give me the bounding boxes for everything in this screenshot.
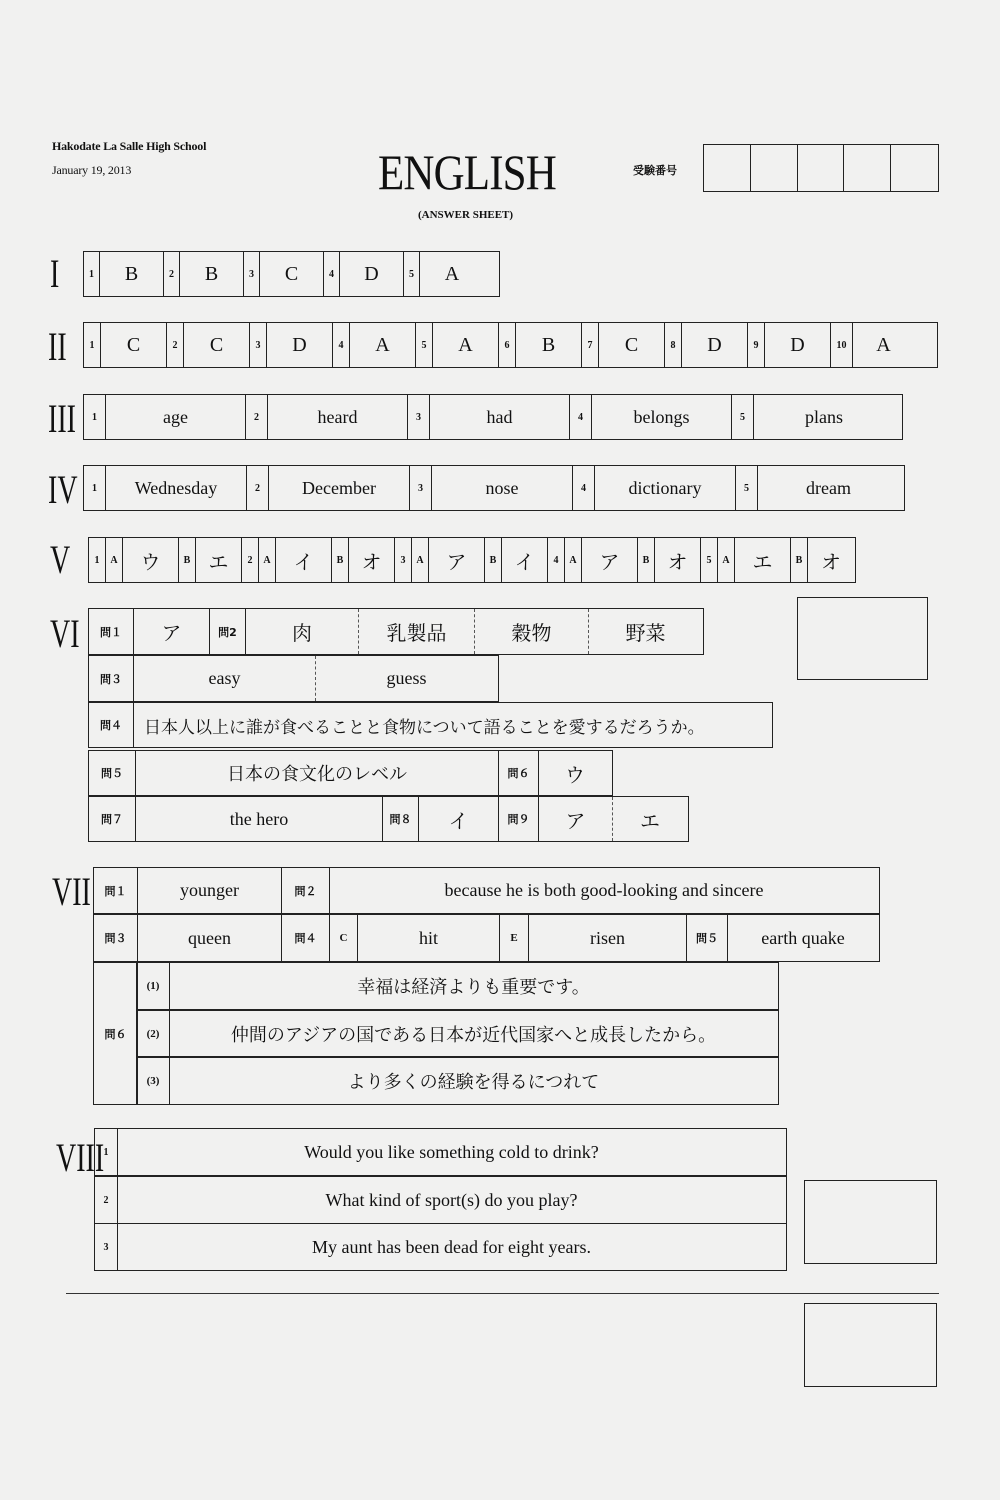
- s6-q3-label: 問３: [89, 656, 134, 701]
- s7-q2-answer[interactable]: because he is both good-looking and sincere: [444, 880, 764, 900]
- s6-q1-answer[interactable]: ア: [134, 609, 210, 654]
- page-subtitle: (ANSWER SHEET): [418, 209, 514, 221]
- s6-q9-answer-1[interactable]: ア: [539, 797, 613, 841]
- answer-cell[interactable]: December: [269, 466, 410, 510]
- answer-cell-b[interactable]: オ: [349, 538, 395, 582]
- question-number: 4: [573, 466, 595, 510]
- question-number: 3: [95, 1224, 118, 1270]
- answer-cell-b[interactable]: エ: [196, 538, 242, 582]
- question-number: 4: [324, 252, 340, 296]
- question-number: 1: [89, 538, 106, 582]
- question-number: 2: [167, 323, 184, 367]
- s6-row-1: [88, 608, 704, 655]
- question-number: 2: [246, 395, 268, 439]
- exam-number-boxes[interactable]: [703, 144, 939, 192]
- s8-row: [94, 1223, 787, 1271]
- answer-cell[interactable]: B: [180, 252, 244, 296]
- section-4-numeral: IV: [48, 467, 78, 512]
- s6-q7-label: 問７: [89, 797, 136, 841]
- answer-cell[interactable]: dictionary: [595, 466, 736, 510]
- question-number: 3: [410, 466, 432, 510]
- exam-digit-box[interactable]: [751, 145, 798, 191]
- s6-q4-label: 問４: [89, 703, 134, 747]
- question-number: 3: [408, 395, 430, 439]
- s7-q6-sub-label: (3): [137, 1058, 170, 1104]
- answer-cell-a[interactable]: ア: [582, 538, 638, 582]
- s7-q4-label: 問４: [282, 915, 330, 961]
- question-number: 2: [164, 252, 180, 296]
- answer-cell[interactable]: A: [876, 333, 891, 356]
- question-number: 8: [665, 323, 682, 367]
- answer-cell-b[interactable]: イ: [502, 538, 548, 582]
- divider-line: [66, 1293, 939, 1294]
- s7-q6-row-3: [136, 1057, 779, 1105]
- question-number: 1: [84, 323, 101, 367]
- question-number: 4: [548, 538, 565, 582]
- s6-q8-label: 問８: [383, 797, 419, 841]
- s7-q1-answer[interactable]: younger: [138, 868, 282, 913]
- question-number: 2: [95, 1177, 118, 1223]
- question-number: 1: [84, 252, 100, 296]
- sub-label-b: B: [179, 538, 196, 582]
- answer-cell[interactable]: D: [340, 252, 404, 296]
- sub-label-b: B: [332, 538, 349, 582]
- s6-row-3: [88, 702, 773, 748]
- answer-cell[interactable]: C: [184, 323, 250, 367]
- question-number: 5: [416, 323, 433, 367]
- question-number: 3: [395, 538, 412, 582]
- s6-q2-answer-1[interactable]: 肉: [246, 609, 359, 654]
- s6-q9-answer-2[interactable]: エ: [640, 808, 660, 833]
- s6-q2-answer-3[interactable]: 穀物: [475, 609, 589, 654]
- answer-cell-a[interactable]: ア: [429, 538, 485, 582]
- question-number: 7: [582, 323, 599, 367]
- total-score-box[interactable]: [804, 1303, 937, 1387]
- page-title: ENGLISH: [378, 144, 556, 200]
- section-2-answers: [83, 322, 938, 368]
- s7-q6-sub-label: (1): [137, 963, 170, 1009]
- question-number: 2: [247, 466, 269, 510]
- section-4-answers: [83, 465, 905, 511]
- s7-q3-answer[interactable]: queen: [138, 915, 282, 961]
- sub-label-b: B: [791, 538, 808, 582]
- s7-q5-label: 問５: [687, 915, 728, 961]
- question-number: 1: [84, 395, 106, 439]
- s7-q4-c-answer[interactable]: hit: [358, 915, 500, 961]
- section-5-numeral: V: [50, 537, 71, 582]
- s7-q3-label: 問３: [94, 915, 138, 961]
- s6-q9-label: 問９: [499, 797, 539, 841]
- school-name: Hakodate La Salle High School: [52, 139, 207, 153]
- s6-row-2: [88, 655, 499, 702]
- sub-label-a: A: [259, 538, 276, 582]
- answer-cell[interactable]: D: [682, 323, 748, 367]
- s6-q1-label: 問１: [89, 609, 134, 654]
- s7-q4-c-label: C: [330, 915, 358, 961]
- answer-cell[interactable]: C: [599, 323, 665, 367]
- sub-label-a: A: [106, 538, 123, 582]
- question-number: 3: [250, 323, 267, 367]
- answer-cell[interactable]: Wednesday: [106, 466, 247, 510]
- answer-cell[interactable]: My aunt has been dead for eight years.: [312, 1236, 591, 1257]
- answer-cell[interactable]: A: [444, 262, 460, 285]
- question-number: 4: [333, 323, 350, 367]
- s6-q2-answer-4[interactable]: 野菜: [625, 621, 666, 645]
- s7-q6-row-1: [136, 962, 779, 1010]
- sub-label-a: A: [718, 538, 735, 582]
- s8-row: [94, 1176, 787, 1224]
- answer-cell[interactable]: B: [100, 252, 164, 296]
- exam-digit-box[interactable]: [704, 145, 751, 191]
- section-2-numeral: II: [48, 324, 67, 369]
- answer-cell[interactable]: C: [260, 252, 324, 296]
- exam-number-label: 受験番号: [633, 164, 677, 177]
- s6-q5-answer[interactable]: 日本の食文化のレベル: [136, 751, 499, 795]
- answer-cell[interactable]: B: [516, 323, 582, 367]
- s7-q6-answer-1[interactable]: 幸福は経済よりも重要です。: [357, 977, 590, 998]
- s6-q3-answer-1[interactable]: easy: [134, 656, 316, 701]
- s7-q6-row-2: [136, 1010, 779, 1057]
- answer-cell-a[interactable]: イ: [276, 538, 332, 582]
- exam-digit-box[interactable]: [798, 145, 845, 191]
- question-number: 5: [701, 538, 718, 582]
- question-number: 1: [84, 466, 106, 510]
- question-number: 1: [95, 1129, 118, 1175]
- answer-cell-a[interactable]: エ: [735, 538, 791, 582]
- question-number: 6: [499, 323, 516, 367]
- s7-row-2: [93, 914, 880, 962]
- s6-q2-answer-2[interactable]: 乳製品: [359, 609, 475, 654]
- s6-q6-answer[interactable]: ウ: [565, 762, 585, 787]
- section-8-numeral: VIII: [56, 1135, 105, 1180]
- answer-cell[interactable]: D: [267, 323, 333, 367]
- exam-digit-box[interactable]: [891, 145, 938, 191]
- answer-cell[interactable]: heard: [268, 395, 408, 439]
- question-number: 5: [404, 252, 420, 296]
- question-number: 9: [748, 323, 765, 367]
- section-1-numeral: I: [50, 251, 60, 296]
- answer-cell[interactable]: plans: [805, 406, 843, 427]
- answer-cell[interactable]: Would you like something cold to drink?: [304, 1141, 599, 1162]
- sub-label-b: B: [485, 538, 502, 582]
- section-3-answers: [83, 394, 903, 440]
- question-number: 10: [831, 323, 853, 367]
- s6-row-4: [88, 750, 613, 796]
- s6-q4-answer[interactable]: 日本人以上に誰が食べることと食物について語ることを愛するだろうか。: [144, 717, 705, 738]
- section-1-answers: [83, 251, 500, 297]
- s7-row-1: [93, 867, 880, 914]
- s7-q6-sub-label: (2): [137, 1011, 170, 1056]
- exam-date: January 19, 2013: [52, 163, 132, 177]
- answer-cell[interactable]: D: [765, 323, 831, 367]
- answer-cell[interactable]: dream: [806, 477, 851, 498]
- section-6-numeral: VI: [50, 611, 80, 656]
- s7-q6-answer-2[interactable]: 仲間のアジアの国である日本が近代国家へと成長したから。: [230, 1024, 717, 1046]
- question-number: 4: [570, 395, 592, 439]
- answer-cell[interactable]: had: [430, 395, 570, 439]
- sub-label-a: A: [565, 538, 582, 582]
- s7-q4-e-label: E: [500, 915, 529, 961]
- s6-q2-label: 問2: [210, 609, 246, 654]
- s7-q2-label: 問２: [282, 868, 330, 913]
- s6-q3-answer-2[interactable]: guess: [386, 668, 427, 688]
- s6-q8-answer[interactable]: イ: [419, 797, 499, 841]
- section-5-answers: [88, 537, 856, 583]
- sub-label-a: A: [412, 538, 429, 582]
- section-3-numeral: III: [48, 396, 76, 441]
- s6-q7-answer[interactable]: the hero: [136, 797, 383, 841]
- answer-cell-b[interactable]: オ: [821, 549, 841, 574]
- answer-cell[interactable]: age: [106, 395, 246, 439]
- answer-cell[interactable]: C: [101, 323, 167, 367]
- question-number: 5: [732, 395, 754, 439]
- question-number: 5: [736, 466, 758, 510]
- sub-label-b: B: [638, 538, 655, 582]
- s6-q6-label: 問６: [499, 751, 539, 795]
- answer-cell-a[interactable]: ウ: [123, 538, 179, 582]
- s7-q6-label: 問６: [93, 962, 138, 1105]
- answer-cell[interactable]: nose: [432, 466, 573, 510]
- s7-q4-e-answer[interactable]: risen: [529, 915, 687, 961]
- s6-q5-label: 問５: [89, 751, 136, 795]
- question-number: 3: [244, 252, 260, 296]
- question-number: 2: [242, 538, 259, 582]
- s7-q5-answer[interactable]: earth quake: [761, 927, 845, 948]
- s7-q6-answer-3[interactable]: より多くの経験を得るにつれて: [347, 1072, 600, 1093]
- s7-q1-label: 問１: [94, 868, 138, 913]
- section-7-numeral: VII: [52, 869, 91, 914]
- section-8-score-box[interactable]: [804, 1180, 937, 1264]
- exam-digit-box[interactable]: [844, 145, 891, 191]
- s8-row: [94, 1128, 787, 1176]
- answer-cell[interactable]: A: [350, 323, 416, 367]
- answer-cell[interactable]: belongs: [592, 395, 732, 439]
- s6-row-5: [88, 796, 689, 842]
- answer-cell[interactable]: A: [433, 323, 499, 367]
- section-6-score-box[interactable]: [797, 597, 928, 680]
- answer-cell-b[interactable]: オ: [655, 538, 701, 582]
- answer-cell[interactable]: What kind of sport(s) do you play?: [325, 1189, 578, 1210]
